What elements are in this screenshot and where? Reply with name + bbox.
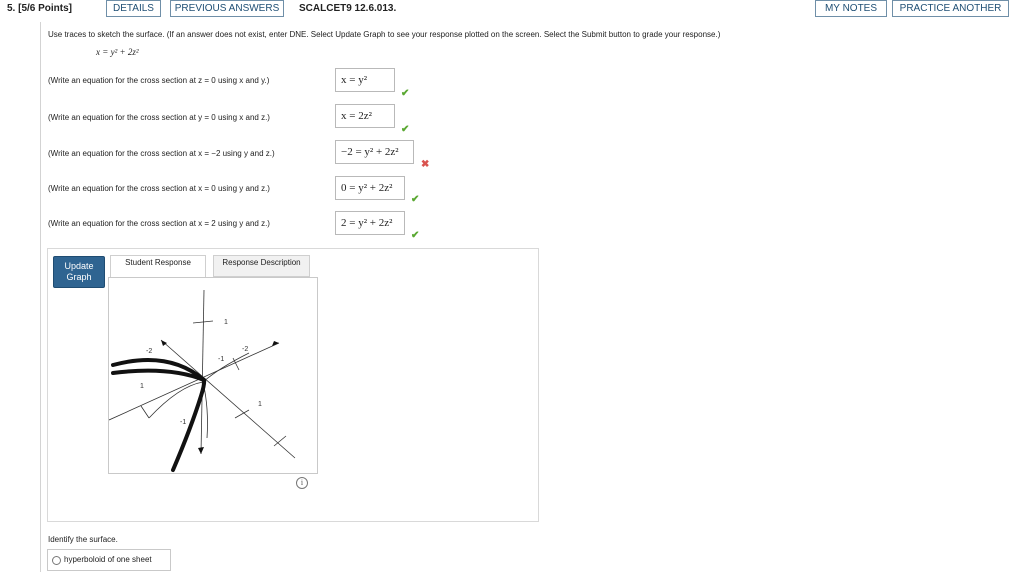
prompt-z0: (Write an equation for the cross section at z = 0 using x and y.) — [48, 76, 270, 85]
info-icon[interactable]: i — [296, 477, 308, 489]
question-header — [0, 0, 1024, 20]
tick-label: 1 — [258, 401, 262, 408]
surface-plot — [109, 278, 317, 473]
tab-response-description[interactable]: Response Description — [213, 255, 310, 277]
answer-input-x-neg2[interactable]: −2 = y² + 2z² — [335, 140, 414, 164]
y-tick — [141, 406, 149, 418]
surface-option-1[interactable] — [47, 549, 171, 571]
previous-answers-button[interactable]: PREVIOUS ANSWERS — [170, 0, 284, 17]
prompt-y0: (Write an equation for the cross section at y = 0 using x and z.) — [48, 113, 270, 122]
surface-equation: x = y² + 2z² — [96, 47, 139, 57]
prompt-x0: (Write an equation for the cross section at x = 0 using y and z.) — [48, 184, 270, 193]
answer-input-z0[interactable]: x = y² — [335, 68, 395, 92]
tick-label: -2 — [242, 346, 249, 353]
z-tick — [193, 321, 213, 323]
tab-student-response[interactable]: Student Response — [110, 255, 206, 277]
y-axis-line — [109, 343, 279, 420]
question-code: SCALCET9 12.6.013. — [299, 3, 397, 14]
tick-label: 1 — [140, 383, 144, 390]
correct-check-icon: ✔ — [411, 194, 420, 205]
instructions: Use traces to sketch the surface. (If an answer does not exist, enter DNE. Select Update Graph to see your response plotted on the screen. Select the Submit button to grade your response.) — [48, 30, 721, 39]
tick-label: -1 — [180, 419, 187, 426]
correct-check-icon: ✔ — [401, 124, 410, 135]
axis-arrow — [198, 447, 204, 454]
trace-curve — [203, 353, 249, 382]
plot-area[interactable] — [108, 277, 318, 474]
radio-icon[interactable] — [52, 556, 61, 565]
axis-arrow — [161, 340, 167, 346]
incorrect-x-icon: ✖ — [421, 159, 430, 170]
practice-another-button[interactable]: PRACTICE ANOTHER — [892, 0, 1009, 17]
details-button[interactable]: DETAILS — [106, 0, 161, 17]
trace-thick-down — [173, 380, 204, 470]
tick-label: -1 — [218, 356, 225, 363]
identify-label: Identify the surface. — [48, 535, 118, 544]
correct-check-icon: ✔ — [411, 230, 420, 241]
surface-option-1-label: hyperboloid of one sheet — [64, 555, 152, 564]
z-axis-line — [201, 290, 204, 454]
answer-input-x0[interactable]: 0 = y² + 2z² — [335, 176, 405, 200]
update-graph-label-1: Update — [64, 261, 94, 271]
question-number: 5. [5/6 Points] — [7, 3, 73, 14]
tick-label: 1 — [224, 319, 228, 326]
tick-label: -2 — [146, 348, 153, 355]
correct-check-icon: ✔ — [401, 88, 410, 99]
answer-input-x2[interactable]: 2 = y² + 2z² — [335, 211, 405, 235]
update-graph-button[interactable] — [53, 256, 105, 288]
my-notes-button[interactable]: MY NOTES — [815, 0, 887, 17]
prompt-x2: (Write an equation for the cross section at x = 2 using y and z.) — [48, 219, 270, 228]
prompt-x-neg2: (Write an equation for the cross section at x = −2 using y and z.) — [48, 149, 275, 158]
update-graph-label-2: Graph — [66, 272, 92, 282]
answer-input-y0[interactable]: x = 2z² — [335, 104, 395, 128]
x-axis-line — [161, 340, 295, 458]
